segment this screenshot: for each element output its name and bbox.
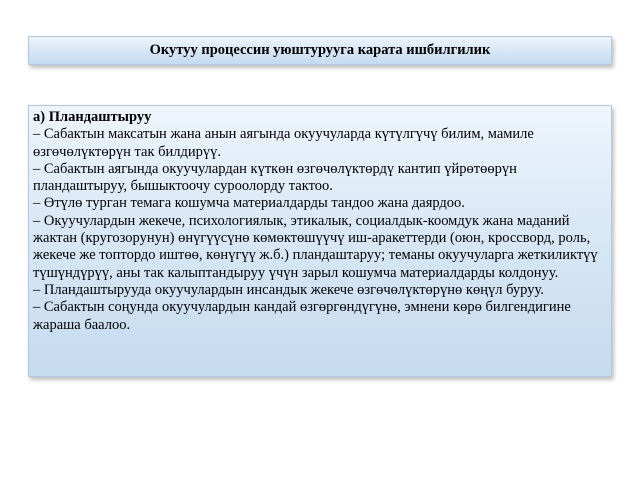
- list-item: – Сабактын соңунда окуучулардын кандай өзгөргөндүгүнө, эмнени көрө билгендигине жараша баалоо.: [33, 299, 571, 333]
- list-item: – Сабактын аягында окуучулардан күткөн өзгөчөлүктөрдү кантип үйрөтөөрүн пландаштыруу, бышыктоочу суроолорду тактоо.: [33, 160, 517, 195]
- slide-title: Окутуу процессин уюштурууга карата ишбилгилик: [149, 42, 491, 58]
- list-item: – Пландаштырууда окуучулардын инсандык жекече өзгөчөлүктөрүнө көңүл буруу.: [33, 281, 544, 298]
- list-item: – Өтүлө турган темага кошумча материалдарды тандоо жана даярдоо.: [33, 195, 465, 212]
- content-box: [28, 105, 612, 377]
- list-item: – Окуучулардын жекече, психологиялык, этикалык, социалдык-коомдук жана маданий жактан (кругозорунун) өнүгүүсүнө көмөктөшүүчү иш-аракеттерди (оюн, кроссворд, роль, жекече же топтордо иштөө, көнүгүү ж.б.) пландаштаруу; теманы окуучуларга жеткиликтүү түшүндүрүү, аны так калыптандыруу үчүн зарыл кошумча материалдарды колдонуу.: [33, 212, 598, 281]
- list-item: – Сабактын максатын жана анын аягында окуучуларда күтүлгүчү билим, мамиле өзгөчөлүктөрүн так билдирүү.: [33, 126, 534, 160]
- section-heading: а) Пландаштыруу: [33, 109, 152, 125]
- title-banner: [28, 36, 612, 65]
